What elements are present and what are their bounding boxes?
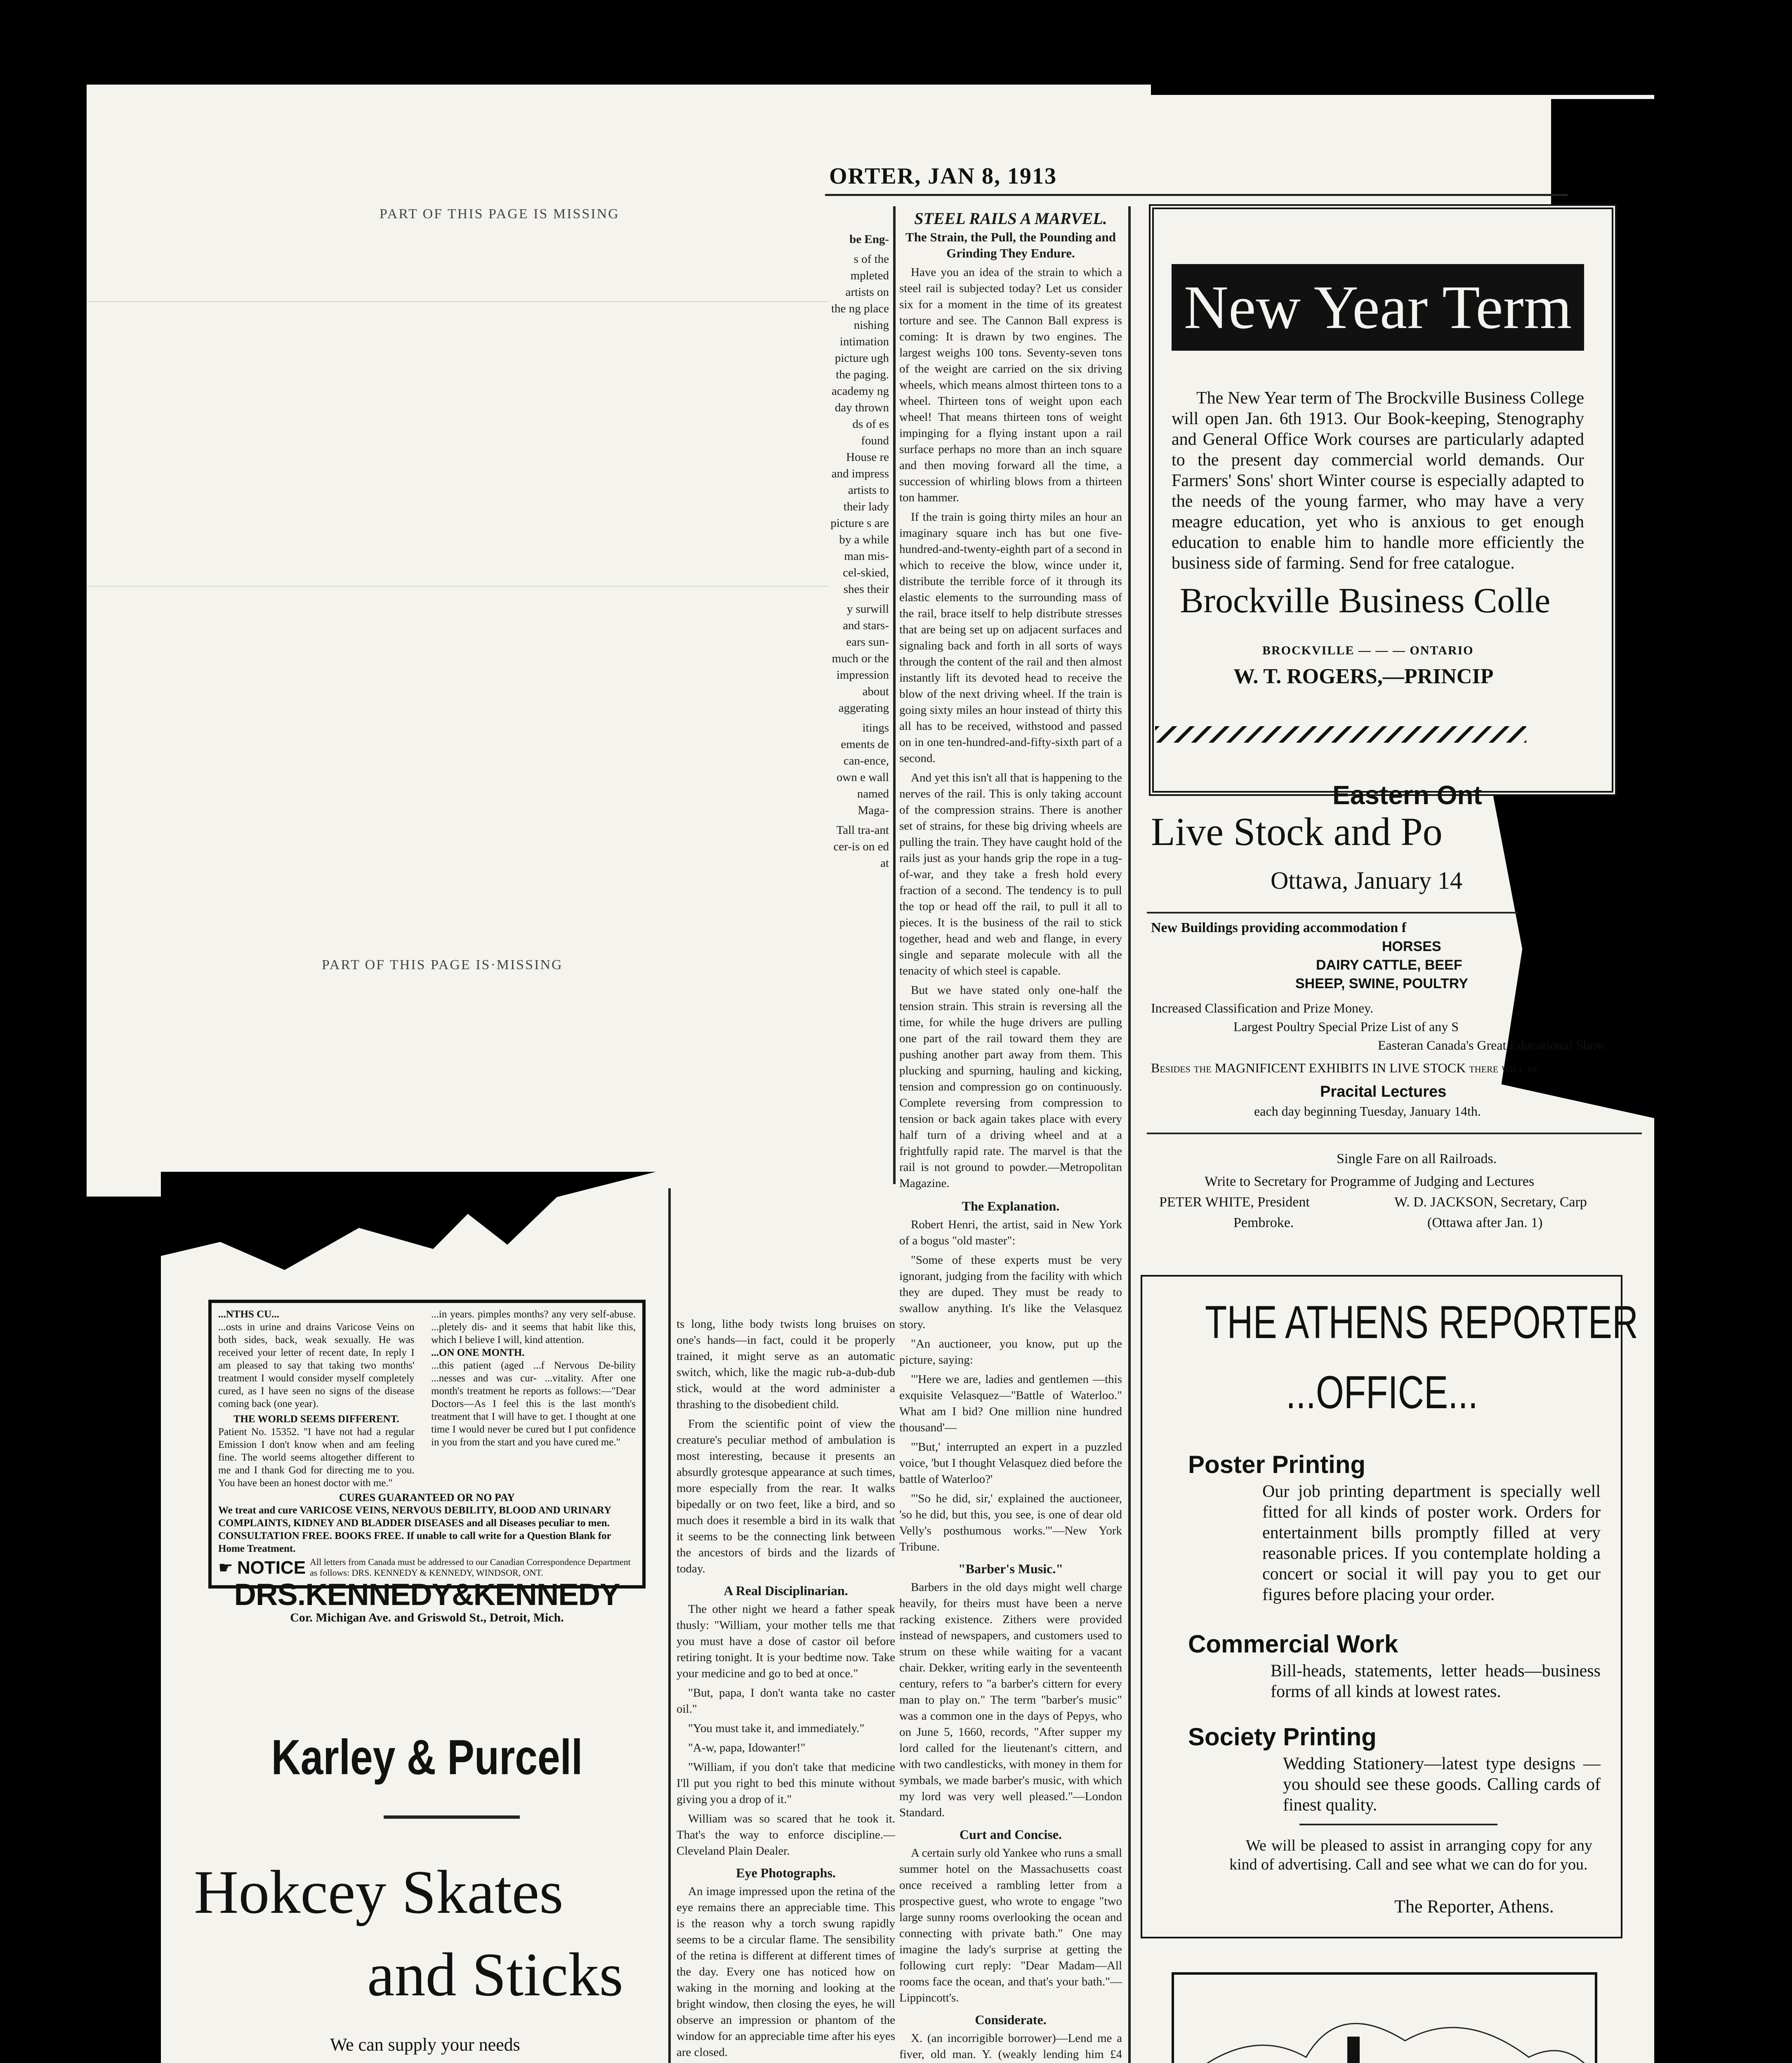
- explanation-para-6: "'So he did, sir,' explained the auctioneer, 'so he did, but this, you see, is one of dear old Velly's posthumous works.'"—New York Tribune.: [899, 1492, 1122, 1553]
- fragment-para-5: Tall tra-ant cer-is on ed at: [833, 824, 889, 870]
- explanation-title: The Explanation.: [962, 1199, 1060, 1213]
- disciplinarian-para-4: "A-w, papa, Idowanter!": [688, 1741, 806, 1754]
- fragment-column: [829, 231, 889, 1159]
- college-name: Brockville Business Colle: [1180, 581, 1551, 620]
- reporter-society-title: Society Printing: [1188, 1723, 1377, 1751]
- livestock-each-day: each day beginning Tuesday, January 14th.: [1254, 1104, 1481, 1119]
- livestock-dairy: DAIRY CATTLE, BEEF: [1316, 957, 1462, 973]
- disciplinarian-para-2: "But, papa, I don't wanta take no caster oil.": [677, 1686, 895, 1716]
- explanation-para-2: "Some of these experts must be very ignorant, judging from the facility with which they are duped. They must be ready to swallow anything. It's like the Velasquez story.: [899, 1253, 1122, 1331]
- steel-rails-subtitle: The Strain, the Pull, the Pounding and Grinding They Endure.: [905, 230, 1116, 260]
- pointing-hand-icon: ☛: [218, 1558, 233, 1577]
- livestock-secretary: W. D. JACKSON, Secretary, Carp: [1394, 1194, 1587, 1210]
- reporter-society-text: Wedding Stationery—latest type designs —you should see these goods. Calling cards of finest quality.: [1283, 1754, 1601, 1815]
- eye-photographs-title: Eye Photographs.: [736, 1865, 836, 1880]
- reporter-title-1: THE ATHENS REPORTER: [1205, 1296, 1639, 1348]
- column-rule-2: [1128, 206, 1131, 2063]
- reporter-poster-text: Our job printing department is specially well fitted for all kinds of poster work. Orders for entertainment bills promptly filled at very reasonable prices. If you contemplate holding a concert or social it will pay you to get our figures before placing your order.: [1262, 1482, 1601, 1604]
- fragment-para-4: itings ements de can-ence, own e wall named Maga-: [836, 721, 889, 817]
- reporter-title-2: ...OFFICE...: [1286, 1367, 1478, 1418]
- center-right-column: [899, 1192, 1122, 2063]
- fragment-para-2: s of the mpleted artists on the ng place nishing intimation picture ugh the paging. academy ng day thrown ds of es found House re and impress artists to their lady picture s are by a while man mis-cel-skied, shes their: [830, 253, 889, 596]
- college-banner-text: New Year Term: [1184, 273, 1572, 342]
- livestock-president: PETER WHITE, President: [1159, 1194, 1310, 1210]
- kennedy-top-line-2: ...NTHS CU...: [218, 1309, 279, 1320]
- barbers-music-title: "Barber's Music.": [958, 1561, 1063, 1576]
- disciplinarian-para-6: William was so scared that he took it. That's the way to enforce discipline.—Cleveland Plain Dealer.: [677, 1812, 895, 1858]
- kennedy-top-line-4: ...osts in urine and drains Varicose Veins on both sides, back, weak sexually. He was received your letter of recent date, In reply I am pleased to say that taking two months' treatment I would consider myself completely cured, as I have seen no signs of the disease coming back (one year).: [218, 1322, 415, 1409]
- kennedy-ad: [208, 1300, 646, 1624]
- livestock-pembroke: Pembroke.: [1233, 1215, 1294, 1230]
- farmhouse-illustration: [1174, 1975, 1590, 2063]
- header-rule: [825, 194, 1568, 196]
- disciplinarian-fragment-2: From the scientific point of view the creature's peculiar method of ambulation is most interesting, because it presents an absurdly grotesque appearance at such times, more especially from the rear. It walks bipedally or on two feet, like a bird, and so much does it resemble a bird in its walk that it seems to be the connecting link between the ancestors of birds and the lizards of today.: [677, 1417, 895, 1575]
- steel-rails-para-1: Have you an idea of the strain to which a steel rail is subjected today? Let us consider six for a moment in the time of its greatest torture and see. The Cannon Ball express is coming: It is drawn by two engines. The largest weighs 100 tons. Seventy-seven tons of the weight are carried on the six driving wheels, which means almost thirteen tons to a wheel. Thirteen tons of weight upon each wheel! That means thirteen tons of weight impinging for a flying instant upon a rail surface perhaps no more than an inch square and then moving forward all the time, a succession of whirling blows from a thirteen ton hammer.: [899, 266, 1122, 504]
- explanation-para-4: "'Here we are, ladies and gentlemen —this exquisite Velasquez—"Battle of Waterloo." What am I bid? One million nine hundred thousand'—: [899, 1373, 1122, 1434]
- college-body: The New Year term of The Brockville Business College will open Jan. 6th 1913. Our Book-keeping, Stenography and General Office Work courses are particularly adapted to the present day commercial world demands. Our Farmers' Sons' short Winter course is especially adapted to the needs of the young farmer, who may have a very meagre education, yet who is anxious to get enough education to enable him to handle more efficiently the business side of farming. Send for free catalogue.: [1172, 389, 1584, 573]
- column-rule-3: [668, 1188, 671, 2063]
- kennedy-treat: We treat and cure VARICOSE VEINS, NERVOUS DEBILITY, BLOOD AND URINARY COMPLAINTS, KIDNEY AND BLADDER DISEASES and all Diseases peculiar to men.: [218, 1505, 611, 1529]
- college-zigzag-border: [1155, 726, 1526, 743]
- disciplinarian-title: A Real Disciplinarian.: [724, 1583, 848, 1598]
- kennedy-top-left: [218, 1308, 415, 1489]
- faint-line-2: [87, 586, 829, 587]
- fragment-para-3: y surwill and stars-ears sun-much or the impression about aggerating: [832, 602, 889, 715]
- livestock-rule-1: [1147, 912, 1518, 913]
- kennedy-top-line-1: ...in years. pimples months? any very self-abuse. ...pletely dis- and it seems that habit like this, which I believe I will, kind attention.: [431, 1309, 636, 1345]
- reporter-commercial-text: Bill-heads, statements, letter heads—business forms of all kinds at lowest rates.: [1271, 1662, 1601, 1701]
- livestock-new-buildings: New Buildings providing accommodation f: [1151, 920, 1407, 935]
- curt-concise-para-1: A certain surly old Yankee who runs a small summer hotel on the Massachusetts coast once received a rambling letter from a prospective guest, who wrote to engage "two large sunny rooms overlooking the ocean and connecting with private bath." One may imagine the lady's surprise at getting the following curt reply: "Dear Madam—All rooms face the ocean, and that's your bath."—Lippincott's.: [899, 1846, 1122, 2004]
- steel-rails-article: [899, 210, 1122, 1188]
- kennedy-cures: CURES GUARANTEED OR NO PAY: [339, 1492, 515, 1504]
- considerate-para-1: X. (an incorrigible borrower)—Lend me a fiver, old man. Y. (weakly lending him £4: [899, 2032, 1122, 2061]
- college-place: BROCKVILLE — — — ONTARIO: [1262, 644, 1474, 657]
- college-principal: W. T. ROGERS,—PRINCIP: [1233, 665, 1494, 688]
- eye-photographs-para-1: An image impressed upon the retina of the eye remains there an appreciable time. This is the reason why a torch swung rapidly seems to be a circular flame. The sensibility of the retina is different at different times of the day. Every one has noticed how on waking in the morning and looking at the bright window, then closing the eyes, he will observe an impression or phantom of the window for an appreciable time after his eyes are closed.: [677, 1885, 895, 2059]
- disciplinarian-para-5: "William, if you don't take that medicine I'll put you right to bed this minute without giving you a drop of it.": [677, 1761, 895, 1806]
- steel-rails-para-2: If the train is going thirty miles an hour an imaginary square inch has but one five-hundred-and-twenty-eighth part of a second in which to receive the blow, wince under it, distribute the terrible force of it through its elastic elements to the surrounding mass of the rail, brace itself to help distribute stresses that are being set up on adjacent surfaces and signaling back and forth in all sorts of ways through the content of the rail and then almost instantly lift its devoted head to receive the blow of the next driving wheel. If the train is going sixty miles an hour instead of thirty this all has to be received, withstood and passed on in one ten-hundred-and-fifty-sixth part of a second.: [899, 510, 1122, 765]
- kennedy-top-right: [431, 1308, 636, 1449]
- karley-supply: We can supply your needs: [330, 2035, 520, 2055]
- curt-concise-title: Curt and Concise.: [959, 1827, 1062, 1842]
- reporter-assist: We will be pleased to assist in arranging copy for any kind of advertising. Call and see what we can do for you.: [1229, 1837, 1592, 1873]
- explanation-para-1: Robert Henri, the artist, said in New York of a bogus "old master":: [899, 1218, 1122, 1247]
- livestock-poultry-list: Largest Poultry Special Prize List of any S: [1233, 1019, 1459, 1034]
- considerate-title: Considerate.: [975, 2012, 1047, 2027]
- karley-top: Karley & Purcell: [271, 1730, 583, 1785]
- page-top-left-sheet: [87, 85, 862, 1197]
- kennedy-notice-text: All letters from Canada must be addressed to our Canadian Correspondence Department as follows: DRS. KENNEDY & KENNEDY, WINDSOR, ONT.: [310, 1557, 631, 1578]
- livestock-besides: Besides the MAGNIFICENT EXHIBITS IN LIVE STOCK there will be: [1151, 1060, 1540, 1075]
- column-rule-1: [893, 206, 896, 1184]
- disciplinarian-para-3: "You must take it, and immediately.": [688, 1722, 865, 1735]
- missing-note-middle: PART OF THIS PAGE IS·MISSING: [322, 957, 563, 972]
- barbers-music-para-1: Barbers in the old days might well charge heavily, for theirs must have been a nerve racking existence. Zithers were provided instead of newspapers, and customers used to strum on these while waiting for a vacant chair. Dekker, writing early in the seventeenth century, refers to "a barber's cittern for every man to play on." The term "barber's music" was a common one in the days of Pepys, who on June 5, 1660, records, "After supper my lord called for the lieutenant's cittern, and with two candlesticks, with money in them for symbals, we made barber's music, with which my lord was very well pleased."—London Standard.: [899, 1581, 1122, 1819]
- disciplinarian-fragment: ts long, lithe body twists long bruises on one's hands—in fact, could it be properly trained, it might serve as an automatic switch, which, like the magic rub-a-dub-dub stick, would at the word administer a thrashing to the disobedient child.: [677, 1317, 895, 1411]
- livestock-lectures: Pracital Lectures: [1320, 1083, 1447, 1100]
- livestock-horses: HORSES: [1382, 939, 1441, 954]
- livestock-write: Write to Secretary for Programme of Judging and Lectures: [1205, 1174, 1535, 1189]
- kennedy-world-title: THE WORLD SEEMS DIFFERENT.: [233, 1414, 399, 1425]
- farm-engraving: [1172, 1972, 1597, 2063]
- livestock-l1: Eastern Ont: [1332, 780, 1482, 810]
- reporter-poster-title: Poster Printing: [1188, 1451, 1366, 1478]
- kennedy-notice-row: [218, 1557, 636, 1578]
- missing-note-top: PART OF THIS PAGE IS MISSING: [380, 206, 620, 222]
- karley-divider-1: [384, 1815, 520, 1819]
- explanation-para-3: "An auctioneer, you know, put up the picture, saying:: [899, 1337, 1122, 1367]
- steel-rails-para-3: And yet this isn't all that is happening to the nerves of the rail. This is only taking account of the compression strains. There is another set of strains, for these big driving wheels are pulling the train. They have caught hold of the rails just as your hands grip the rope in a tug-of-war, and they take a fresh hold every fraction of a second. The tendency is to pull the top or head off the rail, to pull it all to pieces. It is the business of the rail to stick together, head and web and flange, in every single and separate molecule with all the tenacity of which steel is capable.: [899, 771, 1122, 977]
- livestock-rule-2: [1147, 1133, 1642, 1134]
- reporter-commercial-title: Commercial Work: [1188, 1630, 1398, 1658]
- explanation-para-5: "'But,' interrupted an expert in a puzzled voice, 'but I thought Velasquez died before the battle of Waterloo?': [899, 1440, 1122, 1486]
- faint-line-1: [87, 301, 829, 302]
- livestock-l2: Live Stock and Po: [1151, 810, 1443, 854]
- livestock-increased: Increased Classification and Prize Money.: [1151, 1001, 1374, 1015]
- karley-hokcey: Hokcey Skates: [194, 1858, 564, 1926]
- livestock-ottawa-after: (Ottawa after Jan. 1): [1427, 1215, 1543, 1230]
- kennedy-top-line-3: ...ON ONE MONTH.: [431, 1347, 525, 1358]
- steel-rails-para-4: But we have stated only one-half the tension strain. This strain is reversing all the time, for while the huge drivers are pulling one part of the rail toward them they are pushing another part away from them. This plucking and spurning, hauling and kicking, tension and compression go on continuously. Complete reversing from compression to tension or back again takes place with every half turn of a driving wheel and at a frightfully rapid rate. The marvel is that the rail is not ground to powder.—Metropolitan Magazine.: [899, 984, 1122, 1190]
- kennedy-consult: CONSULTATION FREE. BOOKS FREE. If unable to call write for a Question Blank for Home Treatment.: [218, 1530, 611, 1554]
- livestock-single-fare: Single Fare on all Railroads.: [1337, 1151, 1497, 1166]
- kennedy-name: DRS.KENNEDY&KENNEDY: [234, 1577, 620, 1612]
- reporter-sign: The Reporter, Athens.: [1394, 1896, 1554, 1917]
- livestock-sheep: SHEEP, SWINE, POULTRY: [1295, 976, 1468, 991]
- steel-rails-title: STEEL RAILS A MARVEL.: [914, 209, 1107, 228]
- kennedy-world-text: Patient No. 15352. "I have not had a regular Emission I don't know when and am feeling fine. The world seems altogether different to me and I thank God for directing me to you. You have been an honest doctor with me.": [218, 1426, 415, 1489]
- disciplinarian-para-1: The other night we heard a father speak thusly: "William, your mother tells me that you must have a dose of castor oil before retiring tonight. It is your bedtime now. Take your medicine and go to bed at once.": [677, 1603, 895, 1680]
- livestock-eastern: Easteran Canada's Great Educational Show: [1378, 1038, 1606, 1053]
- kennedy-address: Cor. Michigan Ave. and Griswold St., Detroit, Mich.: [290, 1611, 564, 1624]
- middle-column: [677, 1316, 895, 2063]
- reporter-divider: [1299, 1824, 1497, 1825]
- karley-sticks: and Sticks: [367, 1940, 623, 2009]
- kennedy-notice: NOTICE: [237, 1557, 306, 1578]
- kennedy-right-text: ...this patient (aged ...f Nervous De-bility ...nesses and was cur- ...vitality. After one month's treatment he reports as follows:—"Dear Doctors—As I feel this is the last month's treatment that I will have to get. I thought at one time I would never be cured but I put confidence in you from the start and you have cured me.": [431, 1360, 636, 1448]
- college-banner: [1172, 264, 1584, 351]
- livestock-l3: Ottawa, January 14: [1271, 867, 1462, 894]
- masthead-fragment: ORTER, JAN 8, 1913: [829, 163, 1057, 189]
- fragment-para-1: be Eng-: [849, 233, 889, 246]
